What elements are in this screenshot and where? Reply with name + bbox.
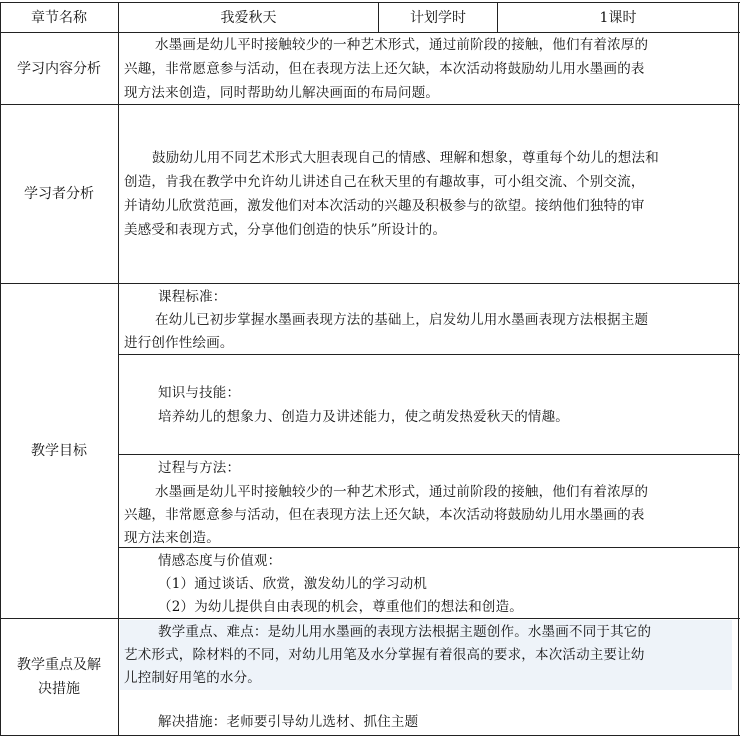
attitude-line: （1）通过谈话、欣赏，激发幼儿的学习动机 (158, 576, 428, 592)
key-points-label-line: 教学重点及解 (17, 657, 101, 673)
content-analysis-line: 现方法来创造，同时帮助幼儿解决画面的布局问题。 (124, 85, 440, 101)
hours-label: 计划学时 (410, 9, 466, 26)
col-divider (118, 2, 119, 736)
knowledge-title: 知识与技能： (158, 385, 241, 401)
content-analysis-line: 水墨画是幼儿平时接触较少的一种艺术形式，通过前阶段的接触，他们有着浓厚的 (155, 37, 649, 53)
standard-title: 课程标准： (158, 289, 227, 305)
key-points-line: 艺术形式，除材料的不同，对幼儿用笔及水分掌握有着很高的要求，本次活动主要让幼 (124, 647, 645, 663)
learner-analysis-line: 并请幼儿欣赏范画，激发他们对本次活动的兴趣及积极参与的欲望。接纳他们独特的审 (124, 198, 645, 214)
hours-value: 1课时 (599, 9, 637, 26)
standard-line: 在幼儿已初步掌握水墨画表现方法的基础上，启发幼儿用水墨画表现方法根据主题 (155, 312, 649, 328)
process-line: 水墨画是幼儿平时接触较少的一种艺术形式，通过前阶段的接触，他们有着浓厚的 (155, 484, 649, 500)
content-analysis-line: 兴趣，非常愿意参与活动，但在表现方法上还欠缺，本次活动将鼓励幼儿用水墨画的表 (124, 61, 645, 77)
process-line: 现方法来创造。 (124, 530, 220, 546)
content-analysis-label: 学习内容分析 (17, 60, 101, 77)
process-title: 过程与方法： (158, 460, 241, 476)
learner-analysis-line: 美感受和表现方式，分享他们创造的快乐”所设计的。 (124, 222, 447, 238)
chapter-label: 章节名称 (31, 9, 87, 26)
learner-analysis-line: 鼓励幼儿用不同艺术形式大胆表现自己的情感、理解和想象，尊重每个幼儿的想法和 (152, 150, 659, 166)
chapter-value: 我爱秋天 (220, 9, 277, 26)
key-points-label-line: 决措施 (38, 681, 80, 697)
learner-analysis-line: 创造，肯我在教学中允许幼儿讲述自己在秋天里的有趣故事，可小组交流、个别交流， (124, 174, 645, 190)
measures-line: 解决措施：老师要引导幼儿选材、抓住主题 (158, 714, 419, 730)
teaching-goals-label: 教学目标 (31, 443, 87, 459)
attitude-line: （2）为幼儿提供自由表现的机会，尊重他们的想法和创造。 (158, 599, 523, 615)
key-points-label (0, 619, 118, 735)
standard-line: 进行创作性绘画。 (124, 335, 234, 351)
col-divider (738, 2, 739, 736)
key-points-line: 教学重点、难点：是幼儿用水墨画的表现方法根据主题创作。水墨画不同于其它的 (158, 624, 652, 640)
row-divider (0, 735, 740, 736)
knowledge-line: 培养幼儿的想象力、创造力及讲述能力，使之萌发热爱秋天的情趣。 (158, 409, 569, 425)
row-divider (118, 454, 740, 455)
key-points-line: 儿控制好用笔的水分。 (124, 670, 261, 686)
learner-analysis-label: 学习者分析 (24, 186, 94, 202)
process-line: 兴趣，非常愿意参与活动，但在表现方法上还欠缺，本次活动将鼓励幼儿用水墨画的表 (124, 507, 645, 523)
attitude-title: 情感态度与价值观： (158, 553, 282, 569)
